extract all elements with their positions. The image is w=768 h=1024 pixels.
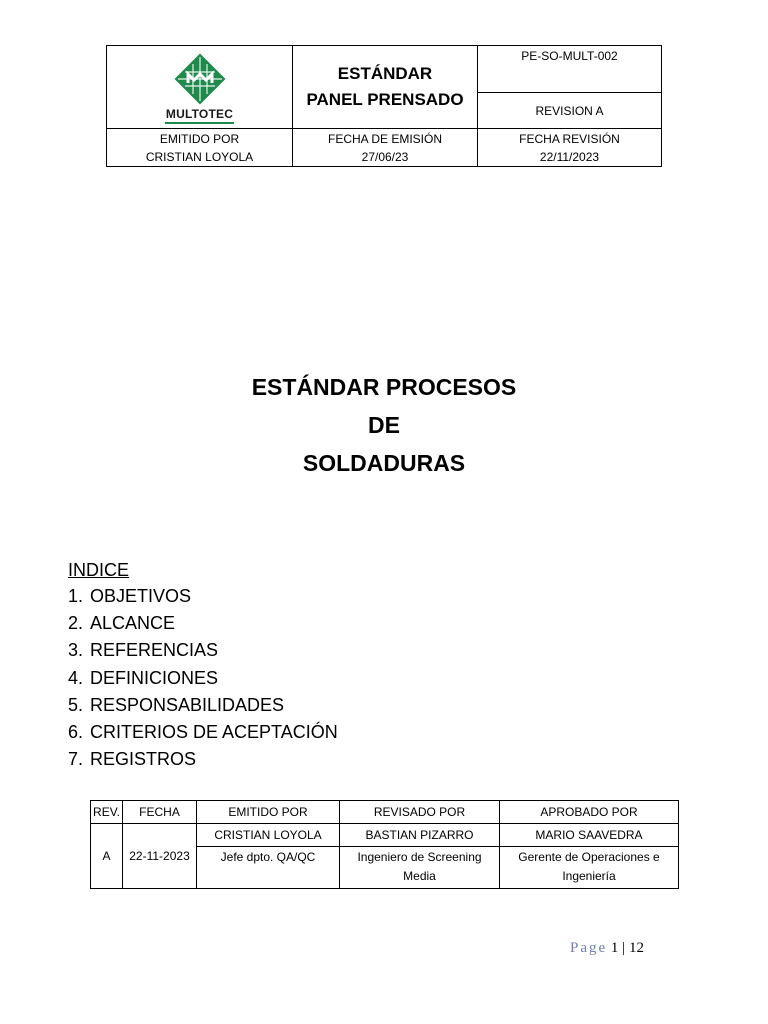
page-footer (570, 940, 644, 957)
logo-wordmark: MULTOTEC (165, 108, 234, 124)
aprobado-role-cell: Gerente de Operaciones e Ingeniería (500, 847, 679, 889)
index-item-number: 1. (68, 586, 84, 606)
issued-by-label: EMITIDO POR (159, 131, 240, 146)
index-item-number: 3. (68, 640, 84, 661)
table-of-contents (68, 558, 338, 773)
index-item-number: 4. (68, 667, 84, 688)
index-item-label: REGISTROS (90, 749, 197, 770)
revision-date-label: FECHA REVISIÓN (519, 131, 620, 146)
total-pages: 12 (628, 940, 644, 956)
index-item (68, 583, 338, 610)
index-item (68, 665, 338, 692)
column-header: EMITIDO POR (197, 801, 340, 824)
emitido-name-cell: CRISTIAN LOYOLA (197, 824, 340, 847)
revision-date-cell (478, 129, 662, 167)
column-header: FECHA (123, 801, 197, 824)
revisado-role-cell: Ingeniero de Screening Media (340, 847, 500, 889)
document-code: PE-SO-MULT-002 (478, 46, 662, 93)
fecha-cell: 22-11-2023 (123, 824, 197, 889)
index-item-number: 6. (68, 722, 84, 743)
page-separator: | (622, 940, 626, 956)
column-header: REVISADO POR (340, 801, 500, 824)
page-title-line2: DE (368, 412, 400, 438)
emitido-role-cell: Jefe dpto. QA/QC (197, 847, 340, 889)
page-title-line1: ESTÁNDAR PROCESOS (251, 374, 517, 400)
index-item-label: CRITERIOS DE ACEPTACIÓN (90, 722, 338, 743)
index-item (68, 746, 338, 773)
issue-date-label: FECHA DE EMISIÓN (327, 131, 443, 146)
issued-by-value: CRISTIAN LOYOLA (145, 149, 254, 164)
header-title-line1: ESTÁNDAR (337, 64, 433, 83)
column-header: APROBADO POR (500, 801, 679, 824)
rev-cell: A (91, 824, 123, 889)
revision-table (90, 800, 679, 889)
index-item (68, 637, 338, 664)
issue-date-value: 27/06/23 (361, 149, 409, 164)
header-title-line2: PANEL PRENSADO (306, 90, 464, 109)
index-item (68, 719, 338, 746)
table-header-row (91, 801, 679, 824)
index-item-number: 2. (68, 613, 84, 634)
revision-date-value: 22/11/2023 (539, 149, 600, 164)
index-item-label: REFERENCIAS (90, 640, 219, 661)
index-item-label: RESPONSABILIDADES (90, 694, 285, 715)
index-item-label: OBJETIVOS (90, 586, 192, 606)
index-item-number: 5. (68, 694, 84, 715)
issued-by-cell (107, 129, 293, 167)
index-list (68, 583, 338, 773)
index-item-label: DEFINICIONES (90, 667, 219, 688)
logo-cell (107, 46, 293, 129)
index-item-number: 7. (68, 749, 84, 770)
company-logo (107, 51, 292, 124)
page-title-line3: SOLDADURAS (302, 450, 466, 476)
index-item-label: ALCANCE (90, 613, 176, 634)
index-item (68, 692, 338, 719)
page-title (0, 368, 768, 482)
multotec-logo-icon (172, 51, 228, 107)
issue-date-cell (293, 129, 478, 167)
revision-label: REVISION A (478, 93, 662, 129)
revisado-name-cell: BASTIAN PIZARRO (340, 824, 500, 847)
page-number: 1 (610, 940, 619, 956)
index-item (68, 610, 338, 637)
aprobado-name-cell: MARIO SAAVEDRA (500, 824, 679, 847)
page-word: Page (570, 940, 608, 956)
header-title (293, 46, 478, 129)
column-header: REV. (91, 801, 123, 824)
index-heading: INDICE (68, 560, 130, 580)
document-header (106, 45, 662, 167)
table-row (91, 824, 679, 847)
